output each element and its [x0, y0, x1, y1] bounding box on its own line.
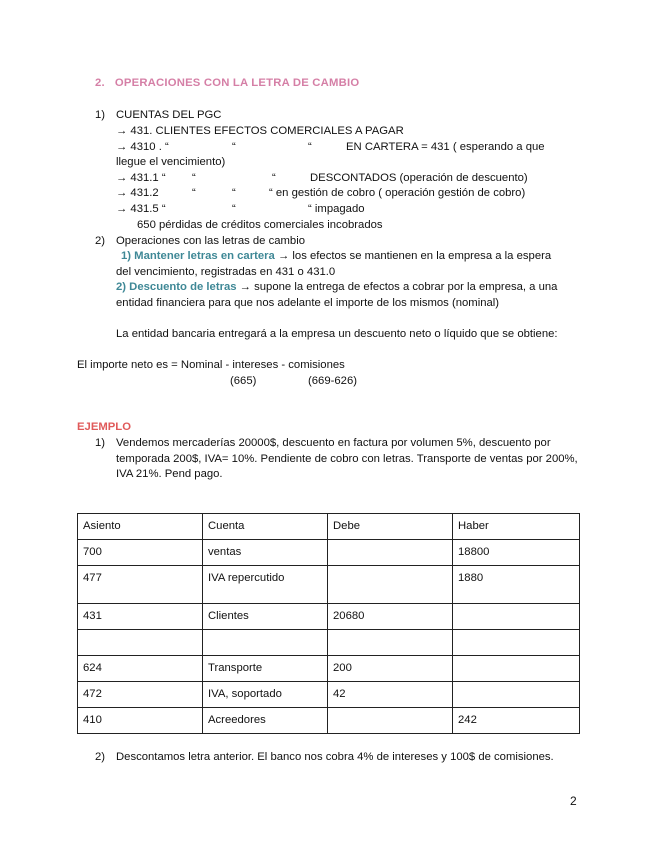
table-cell: 472 [78, 682, 203, 708]
table-cell: 477 [78, 566, 203, 604]
page-number: 2 [570, 794, 577, 808]
table-cell: 700 [78, 540, 203, 566]
account-4315-code: → 431.5 “ [116, 203, 166, 215]
header-cuenta: Cuenta [203, 514, 328, 540]
ditto-mark: “ [232, 203, 236, 215]
section-heading [95, 77, 359, 89]
account-4310-cont: llegue el vencimiento) [116, 156, 226, 168]
table-cell: Acreedores [203, 708, 328, 734]
table-row [78, 540, 580, 566]
list-number-2: 2) [95, 235, 106, 247]
table-cell: ventas [203, 540, 328, 566]
descuento-cont: entidad financiera para que nos adelante el importe de los mismos (nominal) [116, 297, 500, 309]
mantener-text: → los efectos se mantienen en la empresa a la espera [274, 250, 552, 262]
operations-title: Operaciones con las letras de cambio [116, 235, 306, 247]
descuento-label: 2) Descuento de letras [116, 281, 237, 293]
account-4311-code: → 431.1 “ [116, 172, 166, 184]
table-row [78, 566, 580, 604]
table-cell: 242 [453, 708, 580, 734]
header-asiento: Asiento [78, 514, 203, 540]
table-cell [328, 708, 453, 734]
table-cell: 200 [328, 656, 453, 682]
table-row [78, 708, 580, 734]
ditto-mark: “ [232, 141, 236, 153]
ditto-mark: “ [308, 141, 312, 153]
table-cell: IVA, soportado [203, 682, 328, 708]
table-cell [453, 604, 580, 630]
table-cell [453, 682, 580, 708]
ditto-mark: “ [192, 172, 196, 184]
ditto-mark: “ [272, 172, 276, 184]
table-cell [78, 630, 203, 656]
account-4310-desc: EN CARTERA = 431 ( esperando a que [346, 141, 545, 153]
journal-table [77, 513, 580, 734]
account-650: 650 pérdidas de créditos comerciales incobrados [137, 219, 383, 231]
table-cell: 431 [78, 604, 203, 630]
formula-text: El importe neto es = Nominal - intereses - comisiones [77, 359, 345, 371]
formula-account-665: (665) [230, 375, 257, 387]
account-4312-code: → 431.2 [116, 187, 159, 199]
table-cell: 624 [78, 656, 203, 682]
account-4311-desc: DESCONTADOS (operación de descuento) [310, 172, 528, 184]
ejemplo-number-1: 1) [95, 437, 106, 449]
table-row [78, 682, 580, 708]
table-row [78, 604, 580, 630]
ditto-mark: “ [192, 187, 196, 199]
table-cell: 1880 [453, 566, 580, 604]
table-cell: 18800 [453, 540, 580, 566]
accounts-title: CUENTAS DEL PGC [116, 109, 222, 121]
table-cell: Clientes [203, 604, 328, 630]
section-number: 2. [95, 77, 105, 89]
table-cell [328, 566, 453, 604]
ejemplo-paragraph-1: Vendemos mercaderías 20000$, descuento en factura por volumen 5%, descuento por temporada 200$, IVA= 10%. Pendiente de cobro con letras. Transporte de ventas por 200%, IVA 21%. Pend pago. [116, 437, 578, 480]
descuento-line [116, 280, 557, 296]
account-431: → 431. CLIENTES EFECTOS COMERCIALES A PAGAR [116, 125, 404, 137]
mantener-label: 1) Mantener letras en cartera [121, 250, 275, 262]
section-title: OPERACIONES CON LA LETRA DE CAMBIO [114, 77, 360, 89]
table-cell [453, 656, 580, 682]
account-4315-desc: “ impagado [308, 203, 365, 215]
ejemplo-number-2: 2) [95, 751, 106, 763]
header-debe: Debe [328, 514, 453, 540]
table-cell: 410 [78, 708, 203, 734]
table-cell [203, 630, 328, 656]
descuento-text: → supone la entrega de efectos a cobrar por la empresa, a una [236, 281, 558, 293]
table-cell [328, 630, 453, 656]
ditto-mark: “ [232, 187, 236, 199]
account-4310-code: → 4310 . “ [116, 141, 169, 153]
list-number-1: 1) [95, 109, 106, 121]
mantener-line [121, 249, 551, 265]
mantener-cont: del vencimiento, registradas en 431 o 431.0 [116, 266, 336, 278]
header-haber: Haber [453, 514, 580, 540]
table-cell: Transporte [203, 656, 328, 682]
table-header-row [78, 514, 580, 540]
ejemplo-paragraph-2: Descontamos letra anterior. El banco nos cobra 4% de intereses y 100$ de comisiones. [116, 751, 554, 763]
table-cell [328, 540, 453, 566]
ejemplo-heading: EJEMPLO [77, 421, 131, 433]
table-cell [453, 630, 580, 656]
table-cell: 42 [328, 682, 453, 708]
table-row [78, 630, 580, 656]
account-4312-desc: “ en gestión de cobro ( operación gestión de cobro) [269, 187, 526, 199]
table-cell: 20680 [328, 604, 453, 630]
table-row [78, 656, 580, 682]
bank-text: La entidad bancaria entregará a la empresa un descuento neto o líquido que se obtiene: [116, 328, 558, 340]
table-cell: IVA repercutido [203, 566, 328, 604]
formula-account-669-626: (669-626) [308, 375, 357, 387]
